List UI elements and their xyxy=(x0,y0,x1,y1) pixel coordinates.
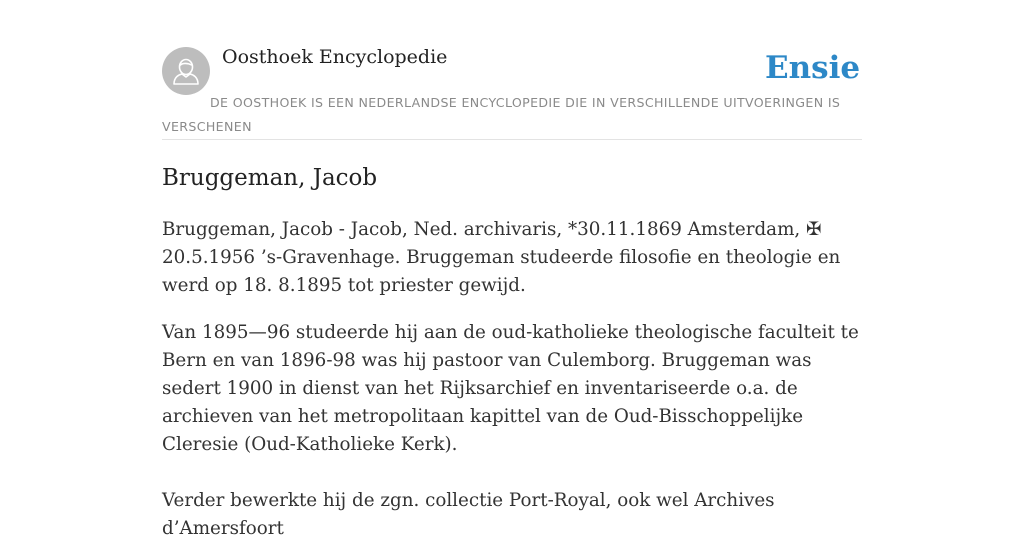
site-logo[interactable]: Ensie xyxy=(765,50,861,86)
source-name-link[interactable]: Oosthoek Encyclopedie xyxy=(222,46,448,68)
article-paragraph: Verder bewerkte hij de zgn. collectie Port-Royal, ook wel Archives d’Amersfoort xyxy=(162,490,775,539)
user-avatar-icon xyxy=(162,47,210,95)
article-paragraph: Van 1895—96 studeerde hij aan de oud-katholieke theologische faculteit te Bern en van 1896-98 was hij pastoor van Culemborg. Bruggeman was sedert 1900 in dienst van het Rijksarchief en inventariseerde o.a. de archieven van het metropolitaan kapittel van de Oud-Bisschoppelijke Cleresie (Oud-Katholieke Kerk). xyxy=(162,322,859,455)
page-title: Bruggeman, Jacob xyxy=(162,165,378,191)
article-paragraph: Bruggeman, Jacob - Jacob, Ned. archivaris, *30.11.1869 Amsterdam, ✠ 20.5.1956 ’s-Gravenhage. Bruggeman studeerde filosofie en theologie en werd op 18. 8.1895 tot priester gewijd. xyxy=(162,219,841,296)
header-divider xyxy=(162,139,862,140)
source-description: DE OOSTHOEK IS EEN NEDERLANDSE ENCYCLOPEDIE DIE IN VERSCHILLENDE UITVOERINGEN IS VERSCHENEN xyxy=(162,95,841,134)
source-avatar[interactable] xyxy=(162,47,210,95)
